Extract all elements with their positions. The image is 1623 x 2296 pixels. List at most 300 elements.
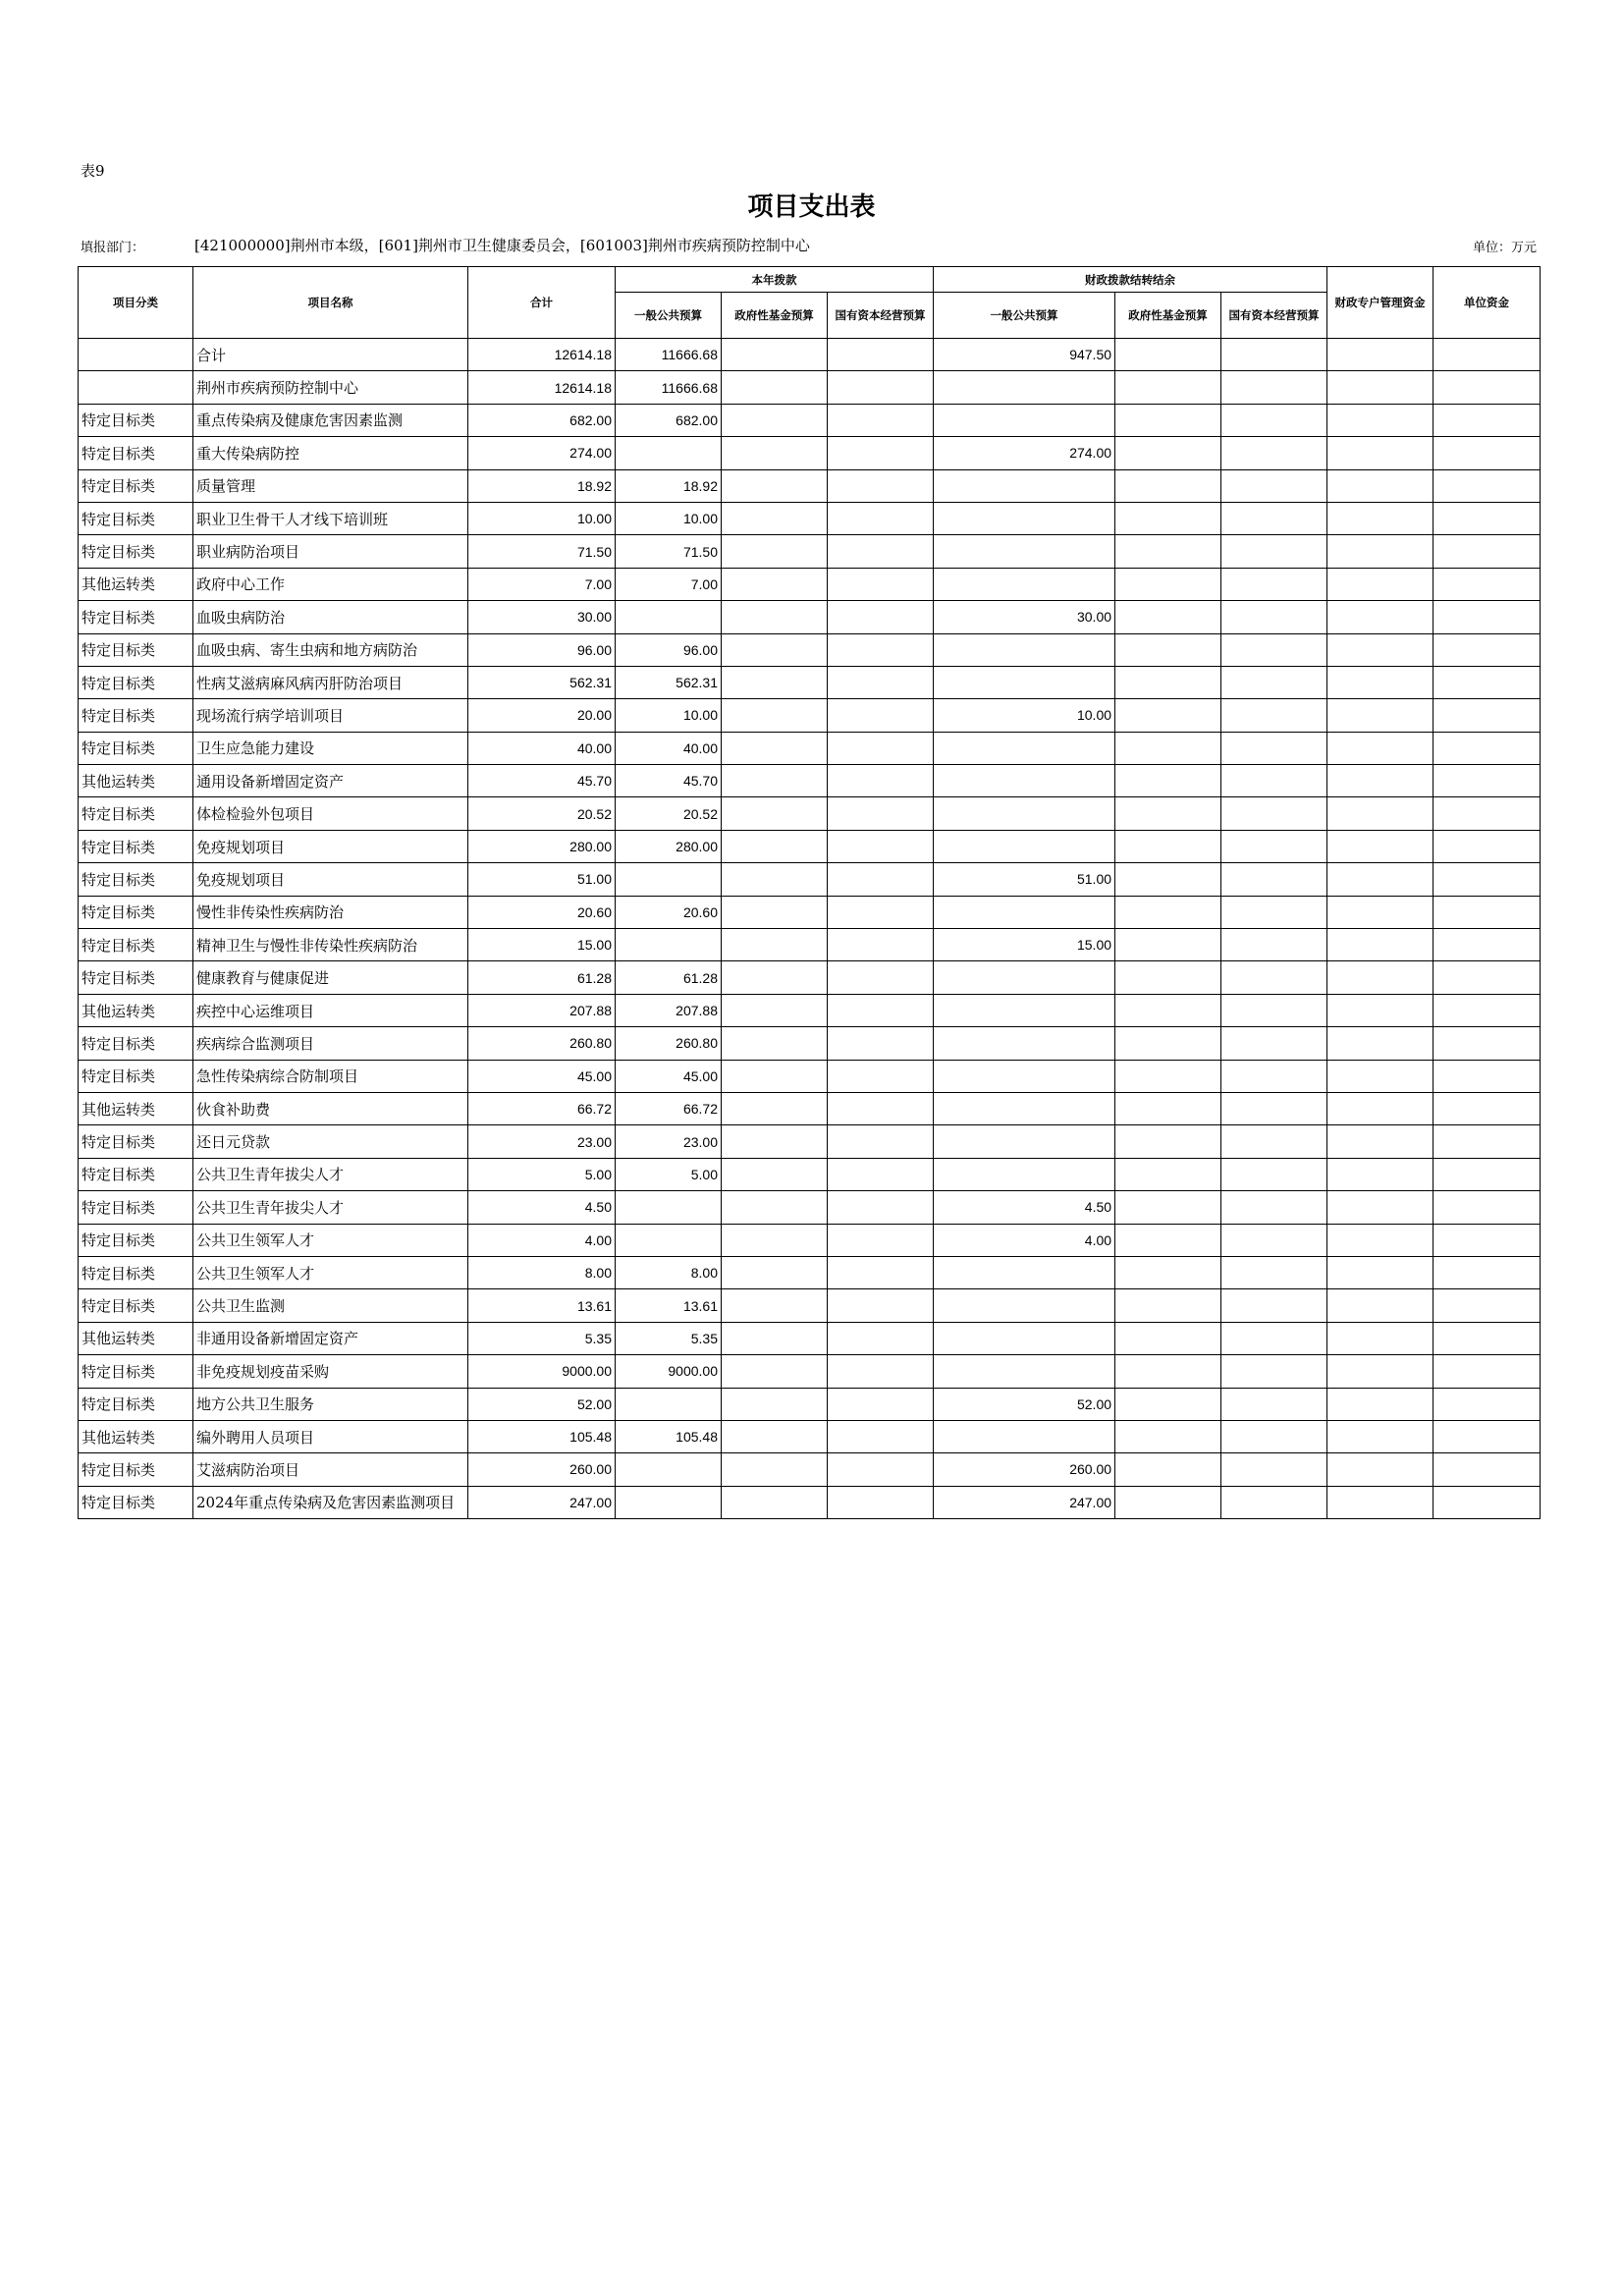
header-gov-fund: 政府性基金预算 — [722, 293, 828, 339]
special-mgmt-cell — [1327, 1256, 1434, 1288]
unit-funds-cell — [1434, 1256, 1541, 1288]
state-capital-cell — [828, 929, 934, 961]
carryover-state-capital-cell — [1221, 469, 1327, 502]
carryover-state-capital-cell — [1221, 1060, 1327, 1092]
carryover-state-capital-cell — [1221, 404, 1327, 436]
special-mgmt-cell — [1327, 601, 1434, 633]
name-cell: 性病艾滋病麻风病丙肝防治项目 — [193, 666, 468, 698]
category-cell: 特定目标类 — [79, 535, 193, 568]
unit-funds-cell — [1434, 1388, 1541, 1420]
gov-fund-cell — [722, 469, 828, 502]
gov-fund-cell — [722, 994, 828, 1026]
carryover-gov-fund-cell — [1115, 568, 1221, 600]
category-cell: 特定目标类 — [79, 1256, 193, 1288]
carryover-general-budget-cell — [934, 1355, 1115, 1388]
state-capital-cell — [828, 1289, 934, 1322]
table-row — [79, 1158, 1541, 1190]
carryover-gov-fund-cell — [1115, 1355, 1221, 1388]
carryover-gov-fund-cell — [1115, 1322, 1221, 1354]
total-cell: 61.28 — [468, 961, 616, 994]
total-cell: 207.88 — [468, 994, 616, 1026]
category-cell: 特定目标类 — [79, 732, 193, 764]
carryover-gov-fund-cell — [1115, 1453, 1221, 1486]
name-cell: 非通用设备新增固定资产 — [193, 1322, 468, 1354]
carryover-gov-fund-cell — [1115, 994, 1221, 1026]
special-mgmt-cell — [1327, 961, 1434, 994]
name-cell: 公共卫生领军人才 — [193, 1256, 468, 1288]
general-budget-cell: 71.50 — [616, 535, 722, 568]
carryover-general-budget-cell — [934, 535, 1115, 568]
category-cell — [79, 371, 193, 404]
unit-funds-cell — [1434, 1486, 1541, 1518]
state-capital-cell — [828, 1027, 934, 1060]
table-row — [79, 1027, 1541, 1060]
table-row — [79, 1322, 1541, 1354]
name-cell: 职业病防治项目 — [193, 535, 468, 568]
special-mgmt-cell — [1327, 765, 1434, 797]
state-capital-cell — [828, 896, 934, 928]
header-unit-funds: 单位资金 — [1434, 267, 1541, 339]
state-capital-cell — [828, 469, 934, 502]
total-cell: 260.00 — [468, 1453, 616, 1486]
carryover-gov-fund-cell — [1115, 469, 1221, 502]
total-cell: 10.00 — [468, 502, 616, 534]
state-capital-cell — [828, 1388, 934, 1420]
unit-funds-cell — [1434, 1027, 1541, 1060]
carryover-general-budget-cell: 30.00 — [934, 601, 1115, 633]
carryover-general-budget-cell — [934, 797, 1115, 830]
gov-fund-cell — [722, 1191, 828, 1224]
general-budget-cell: 18.92 — [616, 469, 722, 502]
special-mgmt-cell — [1327, 1125, 1434, 1158]
total-cell: 280.00 — [468, 830, 616, 862]
gov-fund-cell — [722, 1486, 828, 1518]
state-capital-cell — [828, 1191, 934, 1224]
general-budget-cell: 260.80 — [616, 1027, 722, 1060]
gov-fund-cell — [722, 1256, 828, 1288]
gov-fund-cell — [722, 699, 828, 732]
special-mgmt-cell — [1327, 1388, 1434, 1420]
special-mgmt-cell — [1327, 830, 1434, 862]
name-cell: 疾病综合监测项目 — [193, 1027, 468, 1060]
state-capital-cell — [828, 633, 934, 666]
special-mgmt-cell — [1327, 896, 1434, 928]
special-mgmt-cell — [1327, 404, 1434, 436]
carryover-gov-fund-cell — [1115, 633, 1221, 666]
gov-fund-cell — [722, 1060, 828, 1092]
category-cell: 特定目标类 — [79, 633, 193, 666]
carryover-state-capital-cell — [1221, 1092, 1327, 1124]
carryover-gov-fund-cell — [1115, 1158, 1221, 1190]
carryover-gov-fund-cell — [1115, 765, 1221, 797]
name-cell: 疾控中心运维项目 — [193, 994, 468, 1026]
general-budget-cell: 105.48 — [616, 1420, 722, 1452]
total-cell: 52.00 — [468, 1388, 616, 1420]
carryover-state-capital-cell — [1221, 601, 1327, 633]
general-budget-cell: 682.00 — [616, 404, 722, 436]
total-cell: 66.72 — [468, 1092, 616, 1124]
gov-fund-cell — [722, 535, 828, 568]
table-row — [79, 502, 1541, 534]
general-budget-cell — [616, 929, 722, 961]
name-cell: 艾滋病防治项目 — [193, 1453, 468, 1486]
carryover-general-budget-cell — [934, 1125, 1115, 1158]
carryover-general-budget-cell — [934, 1060, 1115, 1092]
special-mgmt-cell — [1327, 863, 1434, 896]
total-cell: 71.50 — [468, 535, 616, 568]
carryover-general-budget-cell — [934, 1420, 1115, 1452]
carryover-state-capital-cell — [1221, 863, 1327, 896]
general-budget-cell: 61.28 — [616, 961, 722, 994]
carryover-gov-fund-cell — [1115, 1256, 1221, 1288]
unit-funds-cell — [1434, 1060, 1541, 1092]
total-cell: 682.00 — [468, 404, 616, 436]
table-row — [79, 797, 1541, 830]
table-row — [79, 994, 1541, 1026]
total-cell: 20.00 — [468, 699, 616, 732]
general-budget-cell: 7.00 — [616, 568, 722, 600]
category-cell: 其他运转类 — [79, 1092, 193, 1124]
category-cell: 其他运转类 — [79, 765, 193, 797]
table-row — [79, 896, 1541, 928]
header-carryover-state-capital: 国有资本经营预算 — [1221, 293, 1327, 339]
total-cell: 105.48 — [468, 1420, 616, 1452]
special-mgmt-cell — [1327, 929, 1434, 961]
unit-funds-cell — [1434, 961, 1541, 994]
state-capital-cell — [828, 961, 934, 994]
gov-fund-cell — [722, 1158, 828, 1190]
name-cell: 公共卫生领军人才 — [193, 1224, 468, 1256]
carryover-general-budget-cell — [934, 994, 1115, 1026]
state-capital-cell — [828, 535, 934, 568]
unit-funds-cell — [1434, 863, 1541, 896]
name-cell: 卫生应急能力建设 — [193, 732, 468, 764]
category-cell: 特定目标类 — [79, 961, 193, 994]
total-cell: 260.80 — [468, 1027, 616, 1060]
category-cell: 特定目标类 — [79, 1486, 193, 1518]
carryover-general-budget-cell — [934, 1256, 1115, 1288]
carryover-state-capital-cell — [1221, 929, 1327, 961]
total-cell: 51.00 — [468, 863, 616, 896]
state-capital-cell — [828, 437, 934, 469]
special-mgmt-cell — [1327, 1289, 1434, 1322]
state-capital-cell — [828, 830, 934, 862]
category-cell: 特定目标类 — [79, 666, 193, 698]
total-cell: 40.00 — [468, 732, 616, 764]
category-cell: 特定目标类 — [79, 699, 193, 732]
carryover-state-capital-cell — [1221, 1355, 1327, 1388]
special-mgmt-cell — [1327, 568, 1434, 600]
state-capital-cell — [828, 863, 934, 896]
carryover-general-budget-cell: 10.00 — [934, 699, 1115, 732]
gov-fund-cell — [722, 1355, 828, 1388]
special-mgmt-cell — [1327, 1191, 1434, 1224]
name-cell: 编外聘用人员项目 — [193, 1420, 468, 1452]
table-row — [79, 1125, 1541, 1158]
unit-funds-cell — [1434, 1092, 1541, 1124]
carryover-gov-fund-cell — [1115, 1289, 1221, 1322]
gov-fund-cell — [722, 961, 828, 994]
name-cell: 免疫规划项目 — [193, 830, 468, 862]
carryover-general-budget-cell: 4.50 — [934, 1191, 1115, 1224]
carryover-gov-fund-cell — [1115, 929, 1221, 961]
special-mgmt-cell — [1327, 1092, 1434, 1124]
table-row — [79, 339, 1541, 371]
carryover-general-budget-cell: 247.00 — [934, 1486, 1115, 1518]
category-cell: 特定目标类 — [79, 1027, 193, 1060]
general-budget-cell: 8.00 — [616, 1256, 722, 1288]
total-cell: 7.00 — [468, 568, 616, 600]
gov-fund-cell — [722, 765, 828, 797]
name-cell: 质量管理 — [193, 469, 468, 502]
state-capital-cell — [828, 1256, 934, 1288]
table-row — [79, 1388, 1541, 1420]
carryover-gov-fund-cell — [1115, 1027, 1221, 1060]
page-title: 项目支出表 — [747, 192, 876, 222]
total-cell: 12614.18 — [468, 371, 616, 404]
carryover-general-budget-cell: 52.00 — [934, 1388, 1115, 1420]
special-mgmt-cell — [1327, 535, 1434, 568]
name-cell: 精神卫生与慢性非传染性疾病防治 — [193, 929, 468, 961]
total-cell: 23.00 — [468, 1125, 616, 1158]
gov-fund-cell — [722, 830, 828, 862]
general-budget-cell: 5.00 — [616, 1158, 722, 1190]
carryover-general-budget-cell — [934, 1027, 1115, 1060]
carryover-general-budget-cell: 260.00 — [934, 1453, 1115, 1486]
carryover-general-budget-cell — [934, 371, 1115, 404]
state-capital-cell — [828, 371, 934, 404]
gov-fund-cell — [722, 633, 828, 666]
header-current-year: 本年拨款 — [616, 267, 934, 293]
general-budget-cell: 11666.68 — [616, 371, 722, 404]
unit-funds-cell — [1434, 404, 1541, 436]
unit-funds-cell — [1434, 1158, 1541, 1190]
unit-funds-cell — [1434, 371, 1541, 404]
carryover-general-budget-cell — [934, 502, 1115, 534]
category-cell: 特定目标类 — [79, 1191, 193, 1224]
gov-fund-cell — [722, 502, 828, 534]
total-cell: 45.00 — [468, 1060, 616, 1092]
carryover-state-capital-cell — [1221, 437, 1327, 469]
name-cell: 政府中心工作 — [193, 568, 468, 600]
general-budget-cell — [616, 1388, 722, 1420]
state-capital-cell — [828, 1486, 934, 1518]
general-budget-cell: 11666.68 — [616, 339, 722, 371]
gov-fund-cell — [722, 666, 828, 698]
unit-funds-cell — [1434, 994, 1541, 1026]
general-budget-cell: 66.72 — [616, 1092, 722, 1124]
carryover-general-budget-cell — [934, 765, 1115, 797]
gov-fund-cell — [722, 1125, 828, 1158]
name-cell: 职业卫生骨干人才线下培训班 — [193, 502, 468, 534]
table-row — [79, 1355, 1541, 1388]
carryover-general-budget-cell — [934, 1322, 1115, 1354]
table-row — [79, 1092, 1541, 1124]
name-cell: 急性传染病综合防制项目 — [193, 1060, 468, 1092]
carryover-gov-fund-cell — [1115, 1224, 1221, 1256]
carryover-state-capital-cell — [1221, 1289, 1327, 1322]
table-row — [79, 1420, 1541, 1452]
carryover-gov-fund-cell — [1115, 371, 1221, 404]
header-general-budget: 一般公共预算 — [616, 293, 722, 339]
name-cell: 现场流行病学培训项目 — [193, 699, 468, 732]
category-cell — [79, 339, 193, 371]
general-budget-cell — [616, 437, 722, 469]
carryover-gov-fund-cell — [1115, 830, 1221, 862]
gov-fund-cell — [722, 601, 828, 633]
gov-fund-cell — [722, 929, 828, 961]
category-cell: 特定目标类 — [79, 437, 193, 469]
carryover-gov-fund-cell — [1115, 732, 1221, 764]
name-cell: 血吸虫病、寄生虫病和地方病防治 — [193, 633, 468, 666]
carryover-general-budget-cell — [934, 732, 1115, 764]
gov-fund-cell — [722, 1027, 828, 1060]
general-budget-cell: 207.88 — [616, 994, 722, 1026]
carryover-gov-fund-cell — [1115, 1125, 1221, 1158]
unit-funds-cell — [1434, 1125, 1541, 1158]
state-capital-cell — [828, 666, 934, 698]
unit-funds-cell — [1434, 1224, 1541, 1256]
total-cell: 18.92 — [468, 469, 616, 502]
carryover-state-capital-cell — [1221, 633, 1327, 666]
special-mgmt-cell — [1327, 371, 1434, 404]
table-row — [79, 1060, 1541, 1092]
carryover-general-budget-cell: 15.00 — [934, 929, 1115, 961]
carryover-state-capital-cell — [1221, 797, 1327, 830]
general-budget-cell: 9000.00 — [616, 1355, 722, 1388]
name-cell: 伙食补助费 — [193, 1092, 468, 1124]
carryover-state-capital-cell — [1221, 994, 1327, 1026]
general-budget-cell: 280.00 — [616, 830, 722, 862]
name-cell: 健康教育与健康促进 — [193, 961, 468, 994]
unit-funds-cell — [1434, 830, 1541, 862]
name-cell: 荆州市疾病预防控制中心 — [193, 371, 468, 404]
table-row — [79, 404, 1541, 436]
carryover-state-capital-cell — [1221, 699, 1327, 732]
general-budget-cell: 5.35 — [616, 1322, 722, 1354]
header-carryover: 财政拨款结转结余 — [934, 267, 1327, 293]
unit-funds-cell — [1434, 601, 1541, 633]
header-category: 项目分类 — [79, 267, 193, 339]
carryover-general-budget-cell — [934, 830, 1115, 862]
carryover-state-capital-cell — [1221, 1158, 1327, 1190]
gov-fund-cell — [722, 371, 828, 404]
state-capital-cell — [828, 1322, 934, 1354]
special-mgmt-cell — [1327, 1224, 1434, 1256]
department-label: 填报部门： — [81, 241, 145, 255]
carryover-general-budget-cell — [934, 469, 1115, 502]
state-capital-cell — [828, 1355, 934, 1388]
name-cell: 体检检验外包项目 — [193, 797, 468, 830]
total-cell: 562.31 — [468, 666, 616, 698]
unit-funds-cell — [1434, 1420, 1541, 1452]
table-row — [79, 666, 1541, 698]
general-budget-cell: 20.60 — [616, 896, 722, 928]
special-mgmt-cell — [1327, 797, 1434, 830]
carryover-state-capital-cell — [1221, 1453, 1327, 1486]
name-cell: 地方公共卫生服务 — [193, 1388, 468, 1420]
carryover-gov-fund-cell — [1115, 601, 1221, 633]
name-cell: 合计 — [193, 339, 468, 371]
gov-fund-cell — [722, 1388, 828, 1420]
gov-fund-cell — [722, 339, 828, 371]
total-cell: 247.00 — [468, 1486, 616, 1518]
category-cell: 特定目标类 — [79, 896, 193, 928]
state-capital-cell — [828, 1158, 934, 1190]
category-cell: 特定目标类 — [79, 830, 193, 862]
name-cell: 还日元贷款 — [193, 1125, 468, 1158]
table-row — [79, 1486, 1541, 1518]
table-row — [79, 371, 1541, 404]
total-cell: 45.70 — [468, 765, 616, 797]
special-mgmt-cell — [1327, 1322, 1434, 1354]
header-name: 项目名称 — [193, 267, 468, 339]
name-cell: 2024年重点传染病及危害因素监测项目 — [193, 1486, 468, 1518]
carryover-gov-fund-cell — [1115, 404, 1221, 436]
state-capital-cell — [828, 1224, 934, 1256]
state-capital-cell — [828, 1092, 934, 1124]
special-mgmt-cell — [1327, 699, 1434, 732]
carryover-gov-fund-cell — [1115, 863, 1221, 896]
general-budget-cell: 20.52 — [616, 797, 722, 830]
table-row — [79, 765, 1541, 797]
total-cell: 5.00 — [468, 1158, 616, 1190]
special-mgmt-cell — [1327, 1486, 1434, 1518]
carryover-gov-fund-cell — [1115, 437, 1221, 469]
table-row — [79, 568, 1541, 600]
carryover-state-capital-cell — [1221, 961, 1327, 994]
carryover-gov-fund-cell — [1115, 1060, 1221, 1092]
category-cell: 特定目标类 — [79, 1224, 193, 1256]
table-row — [79, 961, 1541, 994]
total-cell: 96.00 — [468, 633, 616, 666]
general-budget-cell — [616, 863, 722, 896]
general-budget-cell: 96.00 — [616, 633, 722, 666]
table-row — [79, 469, 1541, 502]
unit-funds-cell — [1434, 1289, 1541, 1322]
name-cell: 重大传染病防控 — [193, 437, 468, 469]
state-capital-cell — [828, 1420, 934, 1452]
unit-funds-cell — [1434, 437, 1541, 469]
total-cell: 13.61 — [468, 1289, 616, 1322]
carryover-state-capital-cell — [1221, 1125, 1327, 1158]
unit-funds-cell — [1434, 469, 1541, 502]
category-cell: 其他运转类 — [79, 568, 193, 600]
table-row — [79, 1191, 1541, 1224]
state-capital-cell — [828, 601, 934, 633]
category-cell: 特定目标类 — [79, 404, 193, 436]
carryover-general-budget-cell — [934, 633, 1115, 666]
unit-funds-cell — [1434, 929, 1541, 961]
carryover-general-budget-cell: 4.00 — [934, 1224, 1115, 1256]
special-mgmt-cell — [1327, 339, 1434, 371]
general-budget-cell — [616, 1224, 722, 1256]
category-cell: 特定目标类 — [79, 929, 193, 961]
table-row — [79, 1289, 1541, 1322]
unit-funds-cell — [1434, 339, 1541, 371]
carryover-gov-fund-cell — [1115, 699, 1221, 732]
table-row — [79, 601, 1541, 633]
category-cell: 特定目标类 — [79, 1060, 193, 1092]
table-row — [79, 535, 1541, 568]
carryover-gov-fund-cell — [1115, 1420, 1221, 1452]
total-cell: 8.00 — [468, 1256, 616, 1288]
category-cell: 特定目标类 — [79, 1355, 193, 1388]
carryover-state-capital-cell — [1221, 1388, 1327, 1420]
carryover-gov-fund-cell — [1115, 1092, 1221, 1124]
general-budget-cell: 40.00 — [616, 732, 722, 764]
carryover-gov-fund-cell — [1115, 896, 1221, 928]
